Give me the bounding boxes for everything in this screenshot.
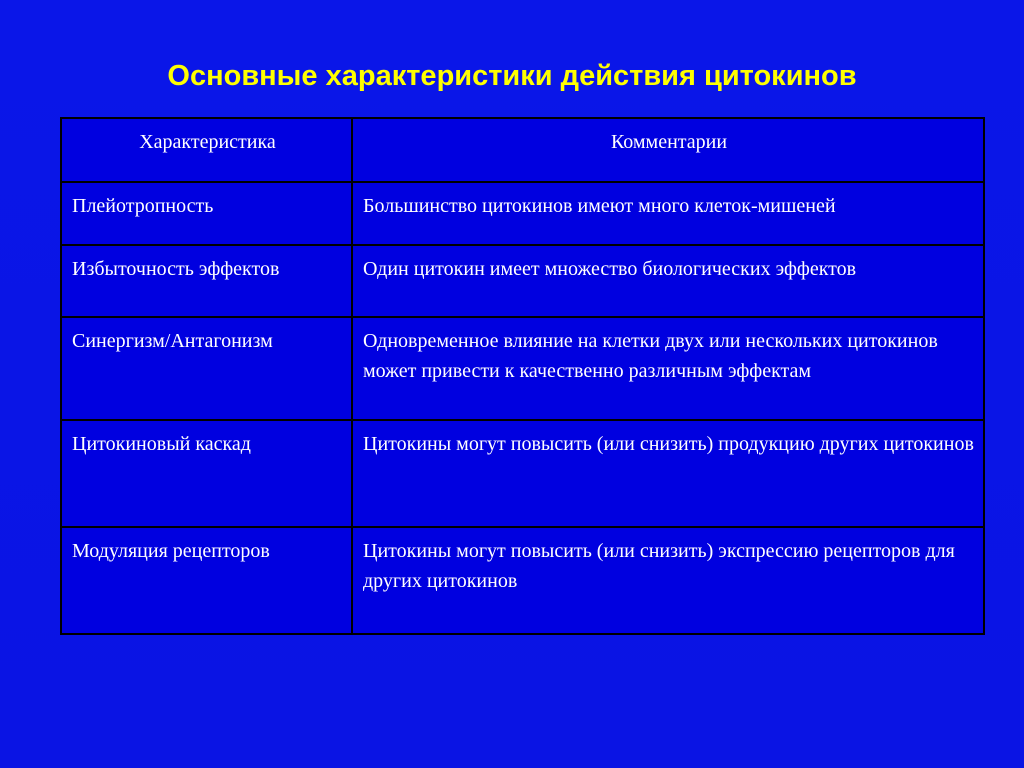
table-row (61, 420, 984, 527)
table-header-row (61, 118, 984, 182)
table-row (61, 317, 984, 420)
characteristics-table-container (60, 117, 985, 635)
table-row (61, 527, 984, 634)
cell-comment: Один цитокин имеет множество биологических эффектов (352, 245, 984, 317)
cell-comment: Цитокины могут повысить (или снизить) экспрессию рецепторов для других цитокинов (352, 527, 984, 634)
table-row (61, 182, 984, 245)
header-characteristic: Характеристика (61, 118, 352, 182)
slide-title: Основные характеристики действия цитокинов (167, 60, 857, 92)
characteristics-table (60, 117, 985, 635)
cell-characteristic: Плейотропность (61, 182, 352, 245)
cell-characteristic: Синергизм/Антагонизм (61, 317, 352, 420)
cell-characteristic: Избыточность эффектов (61, 245, 352, 317)
cell-comment: Цитокины могут повысить (или снизить) продукцию других цитокинов (352, 420, 984, 527)
header-comments: Комментарии (352, 118, 984, 182)
table-row (61, 245, 984, 317)
cell-comment: Одновременное влияние на клетки двух или нескольких цитокинов может привести к качественно различным эффектам (352, 317, 984, 420)
cell-comment: Большинство цитокинов имеют много клеток-мишеней (352, 182, 984, 245)
cell-characteristic: Цитокиновый каскад (61, 420, 352, 527)
cell-characteristic: Модуляция рецепторов (61, 527, 352, 634)
